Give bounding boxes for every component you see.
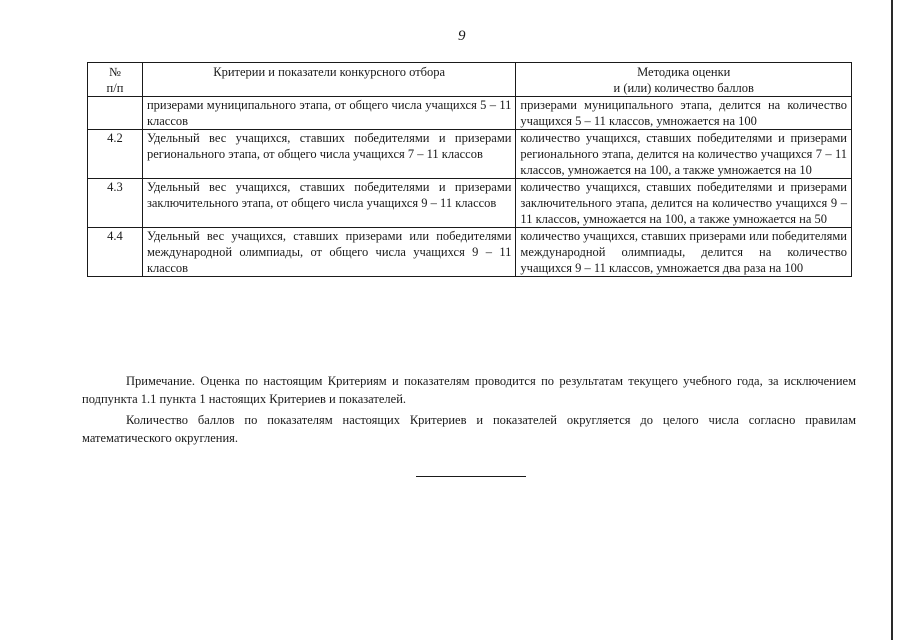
table-row — [88, 179, 852, 228]
row-method: количество учащихся, ставших победителями и призерами заключительного этапа, делится на количество учащихся 9 – 11 классов, умножается на 100, а также умножается на 50 — [516, 179, 852, 228]
row-criteria: призерами муниципального этапа, от общего числа учащихся 5 – 11 классов — [142, 97, 515, 130]
end-divider — [416, 476, 526, 477]
row-number: 4.3 — [88, 179, 143, 228]
header-num-line: № — [109, 65, 121, 79]
header-method-line: и (или) количество баллов — [613, 81, 754, 95]
row-number: 4.2 — [88, 130, 143, 179]
table-row — [88, 97, 852, 130]
notes-section — [82, 372, 856, 450]
row-number: 4.4 — [88, 228, 143, 277]
criteria-table — [87, 62, 852, 277]
scan-edge-line — [891, 0, 893, 640]
row-criteria: Удельный вес учащихся, ставших победителями и призерами заключительного этапа, от общего числа учащихся 9 – 11 классов — [142, 179, 515, 228]
table-row — [88, 228, 852, 277]
page-number: 9 — [458, 28, 466, 44]
row-criteria: Удельный вес учащихся, ставших победителями и призерами регионального этапа, от общего числа учащихся 7 – 11 классов — [142, 130, 515, 179]
table-header-row — [88, 63, 852, 97]
header-method-line: Методика оценки — [637, 65, 731, 79]
row-method: количество учащихся, ставших призерами или победителями международной олимпиады, делится на количество учащихся 9 – 11 классов, умножается два раза на 100 — [516, 228, 852, 277]
header-num-line: п/п — [106, 81, 124, 95]
table-row — [88, 130, 852, 179]
row-method: призерами муниципального этапа, делится на количество учащихся 5 – 11 классов, умножается на 100 — [516, 97, 852, 130]
header-num — [88, 63, 143, 97]
header-method — [516, 63, 852, 97]
row-number — [88, 97, 143, 130]
header-criteria: Критерии и показатели конкурсного отбора — [142, 63, 515, 97]
note-paragraph: Количество баллов по показателям настоящих Критериев и показателей округляется до целого числа согласно правилам математического округления. — [82, 413, 856, 445]
row-method: количество учащихся, ставших победителями и призерами регионального этапа, делится на количество учащихся 7 – 11 классов, умножается на 100, а также умножается на 10 — [516, 130, 852, 179]
note-paragraph: Примечание. Оценка по настоящим Критериям и показателям проводится по результатам текущего учебного года, за исключением подпункта 1.1 пункта 1 настоящих Критериев и показателей. — [82, 374, 856, 406]
row-criteria: Удельный вес учащихся, ставших призерами или победителями международной олимпиады, от общего числа учащихся 9 – 11 классов — [142, 228, 515, 277]
